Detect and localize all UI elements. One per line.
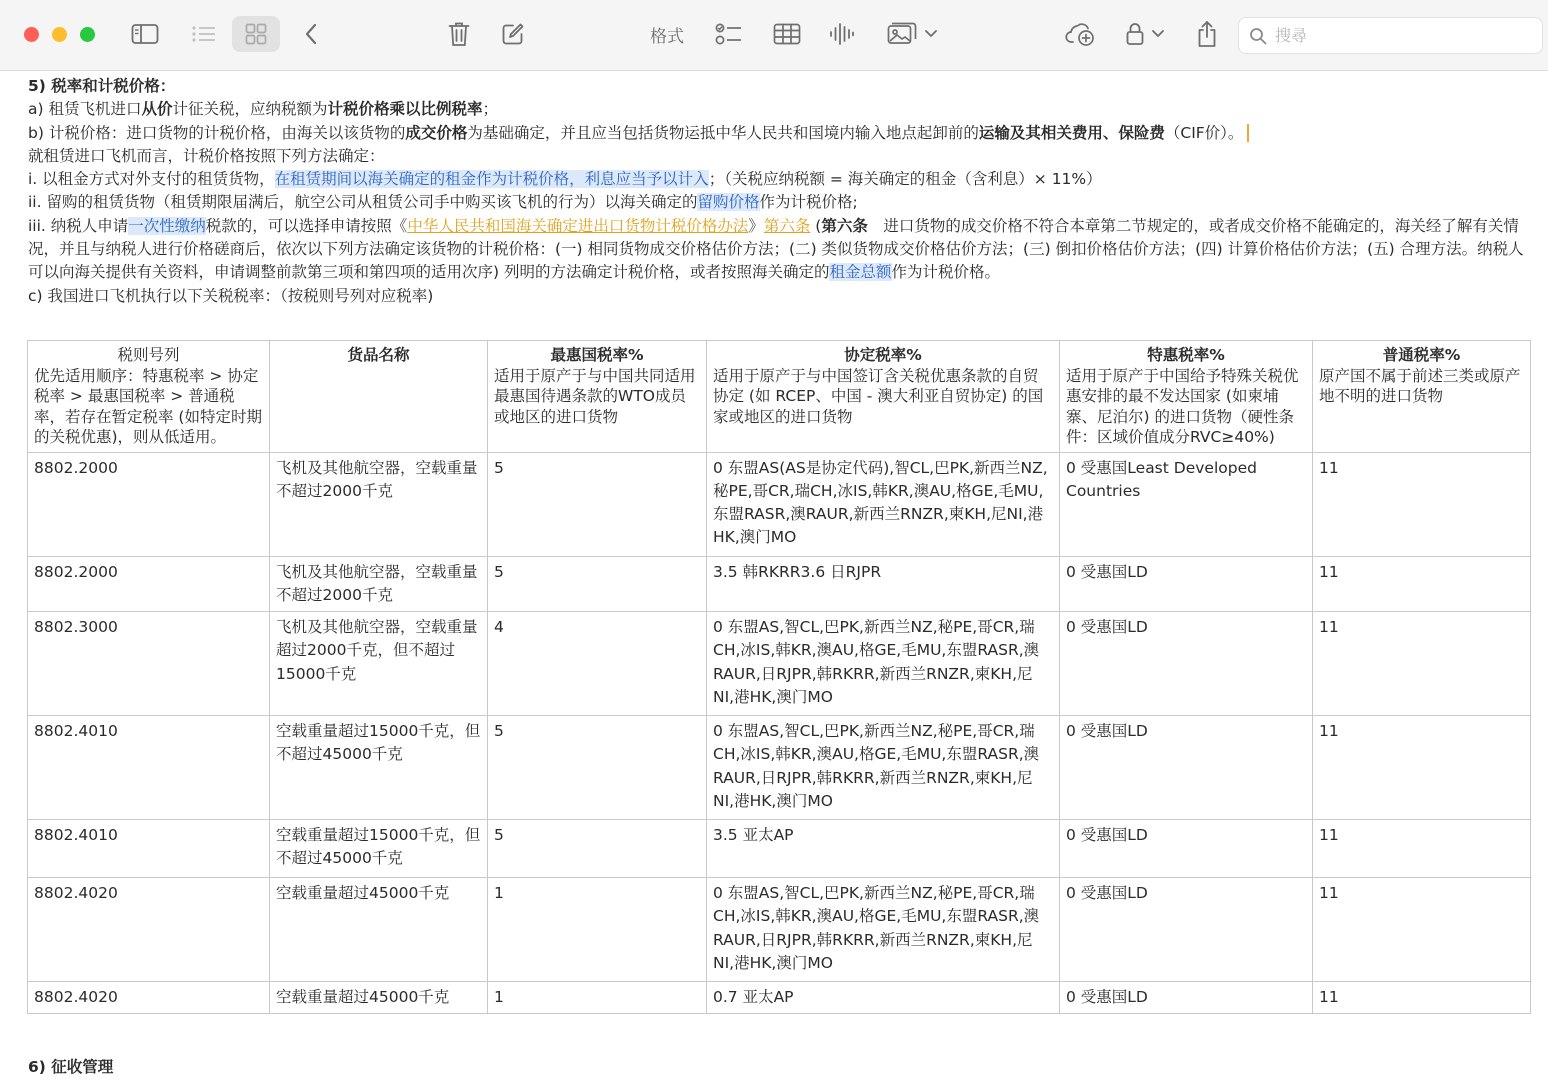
list-view-button[interactable] xyxy=(185,16,223,52)
cell-general-rate: 11 xyxy=(1313,878,1531,982)
table-icon xyxy=(773,23,801,45)
header-mfn-rate: 最惠国税率% 适用于原产于与中国共同适用最惠国待遇条款的WTO成员或地区的进口货物 xyxy=(488,341,707,453)
gallery-view-button[interactable] xyxy=(232,16,280,52)
text-cursor xyxy=(1247,124,1249,142)
paragraph-c: c) 我国进口飞机执行以下关税税率：（按税则号列对应税率) xyxy=(28,286,434,305)
highlight-rent-valuation: 在租赁期间以海关确定的租金作为计税价格，利息应当予以计入 xyxy=(274,170,709,189)
search-input[interactable] xyxy=(1273,25,1517,46)
sidebar-icon xyxy=(131,23,159,45)
paragraph-b: b) 计税价格：进口货物的计税价格，由海关以该货物的成交价格为基础确定，并且应当包括货物运抵中华人民共和国境内输入地点起卸前的运输及其相关费用、保险费（CIF价）。 xyxy=(28,122,1532,145)
header-preferential-rate: 特惠税率% 适用于原产于中国给予特殊关税优惠安排的最不发达国家 (如柬埔寨、尼泊尔) 的进口货物（硬性条件：区域价值成分RVC≥40%) xyxy=(1060,341,1313,453)
sidebar-toggle-button[interactable] xyxy=(126,16,164,52)
cell-preferential-rate: 0 受惠国LD xyxy=(1060,556,1313,612)
cell-mfn-rate: 1 xyxy=(488,878,707,982)
cell-goods-name: 空载重量超过45000千克 xyxy=(270,878,488,982)
cell-preferential-rate: 0 受惠国LD xyxy=(1060,982,1313,1014)
collaborate-button[interactable] xyxy=(1062,16,1098,52)
cell-agreement-rate: 3.5 亚太AP xyxy=(707,820,1060,878)
cell-agreement-rate: 0.7 亚太AP xyxy=(707,982,1060,1014)
table-button[interactable] xyxy=(768,16,806,52)
media-menu-button[interactable] xyxy=(882,16,942,52)
cell-tariff-code: 8802.4010 xyxy=(28,820,270,878)
delete-button[interactable] xyxy=(442,16,476,52)
trash-icon xyxy=(448,21,470,47)
intro-line: 就租赁进口飞机而言，计税价格按照下列方法确定： xyxy=(28,146,385,165)
cell-mfn-rate: 1 xyxy=(488,982,707,1014)
cell-general-rate: 11 xyxy=(1313,820,1531,878)
zoom-window-button[interactable] xyxy=(80,27,95,42)
table-row xyxy=(28,716,1531,820)
cell-preferential-rate: 0 受惠国LD xyxy=(1060,716,1313,820)
checklist-button[interactable] xyxy=(710,16,748,52)
photo-icon xyxy=(887,22,917,46)
table-row xyxy=(28,982,1531,1014)
cell-goods-name: 飞机及其他航空器，空载重量不超过2000千克 xyxy=(270,556,488,612)
cell-mfn-rate: 5 xyxy=(488,556,707,612)
grid-icon xyxy=(245,23,267,45)
chevron-left-icon xyxy=(304,23,318,45)
table-row xyxy=(28,820,1531,878)
compose-icon xyxy=(501,22,525,46)
cell-general-rate: 11 xyxy=(1313,982,1531,1014)
search-icon xyxy=(1249,27,1267,45)
table-row xyxy=(28,452,1531,556)
compose-button[interactable] xyxy=(496,16,530,52)
table-row xyxy=(28,556,1531,612)
lock-menu-button[interactable] xyxy=(1120,16,1170,52)
cell-general-rate: 11 xyxy=(1313,556,1531,612)
collaboration-icon xyxy=(1065,21,1095,47)
cell-goods-name: 空载重量超过15000千克，但不超过45000千克 xyxy=(270,820,488,878)
checklist-icon xyxy=(715,22,743,46)
table-row xyxy=(28,878,1531,982)
cell-mfn-rate: 5 xyxy=(488,820,707,878)
cell-preferential-rate: 0 受惠国Least Developed Countries xyxy=(1060,452,1313,556)
lock-icon xyxy=(1126,22,1144,46)
cell-tariff-code: 8802.4020 xyxy=(28,878,270,982)
section-6-heading: 6) 征收管理 xyxy=(28,1058,114,1076)
minimize-window-button[interactable] xyxy=(52,27,67,42)
cell-agreement-rate: 0 东盟AS,智CL,巴PK,新西兰NZ,秘PE,哥CR,瑞CH,冰IS,韩KR,澳AU,格GE,毛MU,东盟RASR,澳RAUR,日RJPR,韩RKRR,新西兰RNZR,柬KH,尼NI,港HK,澳门MO xyxy=(707,878,1060,982)
cell-goods-name: 空载重量超过15000千克，但不超过45000千克 xyxy=(270,716,488,820)
audio-button[interactable] xyxy=(824,16,860,52)
regulation-link[interactable]: 中华人民共和国海关确定进出口货物计税价格办法 xyxy=(407,216,749,235)
cell-general-rate: 11 xyxy=(1313,716,1531,820)
list-icon xyxy=(191,24,217,44)
cell-agreement-rate: 0 东盟AS(AS是协定代码),智CL,巴PK,新西兰NZ,秘PE,哥CR,瑞CH,冰IS,韩KR,澳AU,格GE,毛MU,东盟RASR,澳RAUR,新西兰RNZR,柬KH,尼NI,港HK,澳门MO xyxy=(707,452,1060,556)
note-body[interactable] xyxy=(28,73,1532,308)
waveform-icon xyxy=(829,22,855,46)
paragraph-iii: iii. 纳税人申请一次性缴纳税款的，可以选择申请按照《中华人民共和国海关确定进出口货物计税价格办法》第六条 (第六条 进口货物的成交价格不符合本章第二节规定的，或者成交价格不能确定的，海关经了解有关情况，并且与纳税人进行价格磋商后，依次以下列方法确定该货物的计税价格：(一) 相同货物成交价格估价方法；(二) 类似货物成交价格估价方法；(三) 倒扣价格估价方法；(四) 计算价格估价方法；(五) 合理方法。纳税人可以向海关提供有关资料，申请调整前款第三项和第四项的适用次序) 列明的方法确定计税价格，或者按照海关确定的租金总额作为计税价格。 xyxy=(28,216,1524,282)
cell-preferential-rate: 0 受惠国LD xyxy=(1060,878,1313,982)
header-goods-name: 货品名称 xyxy=(270,341,488,453)
share-icon xyxy=(1196,20,1218,48)
search-field[interactable] xyxy=(1238,17,1543,54)
cell-goods-name: 空载重量超过45000千克 xyxy=(270,982,488,1014)
cell-tariff-code: 8802.4020 xyxy=(28,982,270,1014)
cell-goods-name: 飞机及其他航空器，空载重量超过2000千克，但不超过15000千克 xyxy=(270,612,488,716)
highlight-lump-sum: 一次性缴纳 xyxy=(128,216,206,235)
cell-mfn-rate: 5 xyxy=(488,716,707,820)
cell-preferential-rate: 0 受惠国LD xyxy=(1060,612,1313,716)
cell-agreement-rate: 0 东盟AS,智CL,巴PK,新西兰NZ,秘PE,哥CR,瑞CH,冰IS,韩KR,澳AU,格GE,毛MU,东盟RASR,澳RAUR,日RJPR,韩RKRR,新西兰RNZR,柬KH,尼NI,港HK,澳门MO xyxy=(707,612,1060,716)
article-six-link[interactable]: 第六条 xyxy=(763,216,811,235)
chevron-down-icon xyxy=(925,30,937,38)
cell-preferential-rate: 0 受惠国LD xyxy=(1060,820,1313,878)
cell-general-rate: 11 xyxy=(1313,452,1531,556)
header-agreement-rate: 协定税率% 适用于原产于与中国签订含关税优惠条款的自贸协定 (如 RCEP、中国 - 澳大利亚自贸协定) 的国家或地区的进口货物 xyxy=(707,341,1060,453)
close-window-button[interactable] xyxy=(24,27,39,42)
back-button[interactable] xyxy=(296,16,326,52)
cell-agreement-rate: 3.5 韩RKRR3.6 日RJPR xyxy=(707,556,1060,612)
cell-tariff-code: 8802.2000 xyxy=(28,452,270,556)
paragraph-ii: ii. 留购的租赁货物（租赁期限届满后，航空公司从租赁公司手中购买该飞机的行为）以海关确定的留购价格作为计税价格; xyxy=(28,193,858,212)
cell-tariff-code: 8802.4010 xyxy=(28,716,270,820)
tariff-table xyxy=(27,340,1531,1014)
format-button[interactable] xyxy=(644,16,690,52)
section-5-heading: 5) 税率和计税价格： xyxy=(28,77,176,95)
cell-goods-name: 飞机及其他航空器，空载重量不超过2000千克 xyxy=(270,452,488,556)
cell-mfn-rate: 4 xyxy=(488,612,707,716)
window-toolbar xyxy=(0,0,1548,71)
highlight-total-rent: 租金总额 xyxy=(829,263,892,282)
cell-agreement-rate: 0 东盟AS,智CL,巴PK,新西兰NZ,秘PE,哥CR,瑞CH,冰IS,韩KR,澳AU,格GE,毛MU,东盟RASR,澳RAUR,日RJPR,韩RKRR,新西兰RNZR,柬KH,尼NI,港HK,澳门MO xyxy=(707,716,1060,820)
cell-mfn-rate: 5 xyxy=(488,452,707,556)
table-row xyxy=(28,612,1531,716)
highlight-purchase-price: 留购价格 xyxy=(697,193,760,212)
header-general-rate: 普通税率% 原产国不属于前述三类或原产地不明的进口货物 xyxy=(1313,341,1531,453)
paragraph-i: i. 以租金方式对外支付的租赁货物，在租赁期间以海关确定的租金作为计税价格，利息应当予以计入；（关税应纳税额 = 海关确定的租金（含利息）× 11%） xyxy=(28,170,1102,189)
cell-tariff-code: 8802.2000 xyxy=(28,556,270,612)
table-header-row xyxy=(28,341,1531,453)
cell-tariff-code: 8802.3000 xyxy=(28,612,270,716)
cell-general-rate: 11 xyxy=(1313,612,1531,716)
paragraph-a: a) 租赁飞机进口从价计征关税，应纳税额为计税价格乘以比例税率； xyxy=(28,100,499,119)
format-label: 格式 xyxy=(650,26,684,47)
share-button[interactable] xyxy=(1190,16,1224,52)
chevron-down-icon xyxy=(1152,30,1164,38)
header-tariff-code: 税则号列 优先适用顺序：特惠税率 > 协定税率 > 最惠国税率 > 普通税率，若存在暂定税率 (如特定时期的关税优惠)，则从低适用。 xyxy=(28,341,270,453)
